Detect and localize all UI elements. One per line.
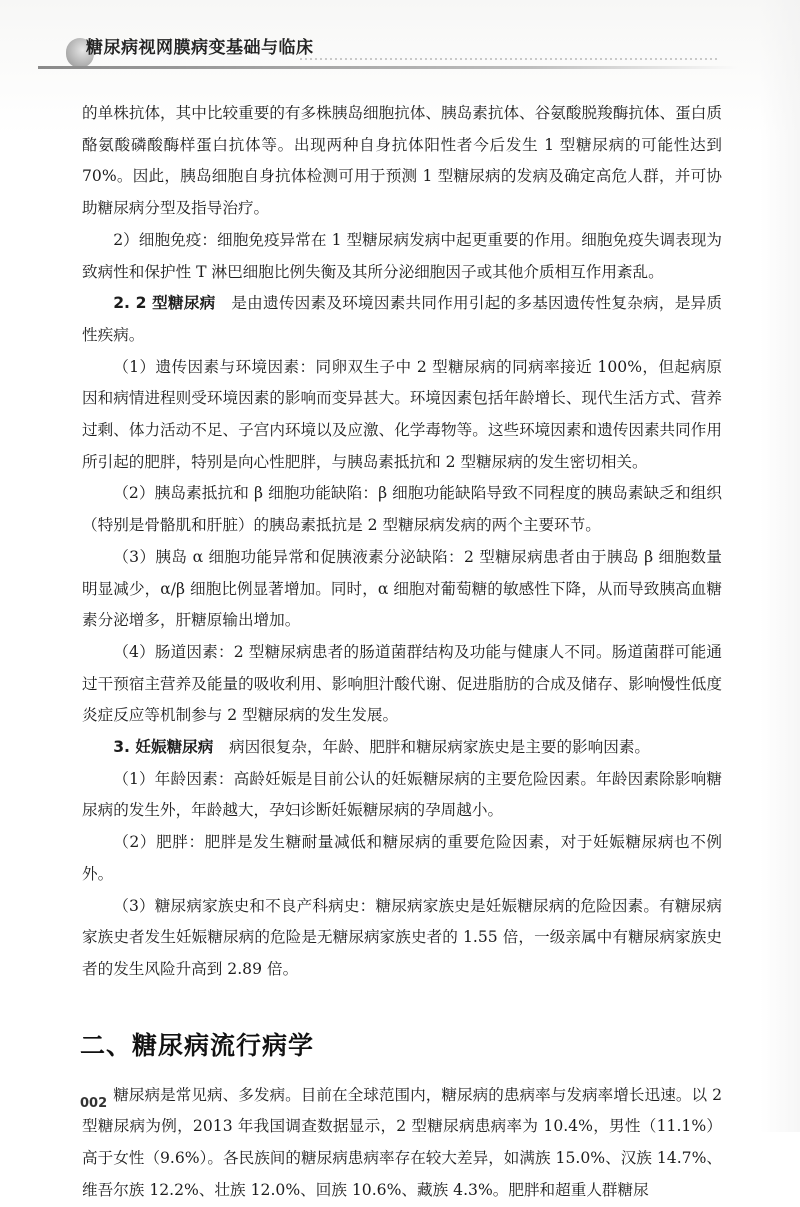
running-header xyxy=(0,0,800,80)
paragraph xyxy=(82,732,722,764)
header-title: 糖尿病视网膜病变基础与临床 xyxy=(86,38,314,58)
paragraph: 的单株抗体，其中比较重要的有多株胰岛细胞抗体、胰岛素抗体、谷氨酸脱羧酶抗体、蛋白质酪氨酸磷酸酶样蛋白抗体等。出现两种自身抗体阳性者今后发生 1 型糖尿病的可能性达到 70%。因此，胰岛细胞自身抗体检测可用于预测 1 型糖尿病的发病及确定高危人群，并可协助糖尿病分型及指导治疗。 xyxy=(82,104,722,218)
paragraph: （4）肠道因素：2 型糖尿病患者的肠道菌群结构及功能与健康人不同。肠道菌群可能通过干预宿主营养及能量的吸收利用、影响胆汁酸代谢、促进脂肪的合成及储存、影响慢性低度炎症反应等机制参与 2 型糖尿病的发生发展。 xyxy=(82,642,722,725)
paragraph: （3）胰岛 α 细胞功能异常和促胰液素分泌缺陷：2 型糖尿病患者由于胰岛 β 细胞数量明显减少，α/β 细胞比例显著增加。同时，α 细胞对葡萄糖的敏感性下降，从而导致胰高血糖素分泌增多，肝糖原输出增加。 xyxy=(82,547,722,630)
paragraph: （1）遗传因素与环境因素：同卵双生子中 2 型糖尿病的同病率接近 100%，但起病原因和病情进程则受环境因素的影响而变异甚大。环境因素包括年龄增长、现代生活方式、营养过剩、体力活动不足、子宫内环境以及应激、化学毒物等。这些环境因素和遗传因素共同作用所引起的肥胖，特别是向心性肥胖，与胰岛素抵抗和 2 型糖尿病的发生密切相关。 xyxy=(82,357,722,471)
paragraph xyxy=(82,288,722,351)
paragraph: （2）肥胖：肥胖是发生糖耐量减低和糖尿病的重要危险因素，对于妊娠糖尿病也不例外。 xyxy=(82,833,722,883)
header-rule xyxy=(38,66,738,69)
paragraph: （1）年龄因素：高龄妊娠是目前公认的妊娠糖尿病的主要危险因素。年龄因素除影响糖尿病的发生外，年龄越大，孕妇诊断妊娠糖尿病的孕周越小。 xyxy=(82,769,722,820)
subsection-heading: 2. 2 型糖尿病 xyxy=(113,294,216,313)
paragraph: （3）糖尿病家族史和不良产科病史：糖尿病家族史是妊娠糖尿病的危险因素。有糖尿病家族史者发生妊娠糖尿病的危险是无糖尿病家族史者的 1.55 倍，一级亲属中有糖尿病家族史者的发生风险升高到 2.89 倍。 xyxy=(82,896,722,978)
page-number: 002 xyxy=(80,1096,108,1111)
paragraph: 糖尿病是常见病、多发病。目前在全球范围内，糖尿病的患病率与发病率增长迅速。以 2 型糖尿病为例，2013 年我国调查数据显示，2 型糖尿病患病率为 10.4%，男性（11.1%）高于女性（9.6%）。各民族间的糖尿病患病率存在较大差异，如满族 15.0%、汉族 14.7%、维吾尔族 12.2%、壮族 12.0%、回族 10.6%、藏族 4.3%。肥胖和超重人群糖尿 xyxy=(82,1085,722,1199)
header-dotted-rule xyxy=(300,58,720,60)
page-edge-shadow xyxy=(760,0,800,1132)
paragraph: （2）胰岛素抵抗和 β 细胞功能缺陷：β 细胞功能缺陷导致不同程度的胰岛素缺乏和组织（特别是骨骼肌和肝脏）的胰岛素抵抗是 2 型糖尿病发病的两个主要环节。 xyxy=(82,484,722,535)
body-text xyxy=(82,98,722,1207)
paragraph-text: 是由遗传因素及环境因素共同作用引起的多基因遗传性复杂病，是异质性疾病。 xyxy=(82,294,722,344)
paragraph: 2）细胞免疫：细胞免疫异常在 1 型糖尿病发病中起更重要的作用。细胞免疫失调表现为致病性和保护性 T 淋巴细胞比例失衡及其所分泌细胞因子或其他介质相互作用紊乱。 xyxy=(82,230,722,281)
section-title: 二、糖尿病流行病学 xyxy=(80,1030,315,1060)
paragraph-text: 病因很复杂，年龄、肥胖和糖尿病家族史是主要的影响因素。 xyxy=(228,738,651,757)
subsection-heading: 3. 妊娠糖尿病 xyxy=(113,738,214,757)
